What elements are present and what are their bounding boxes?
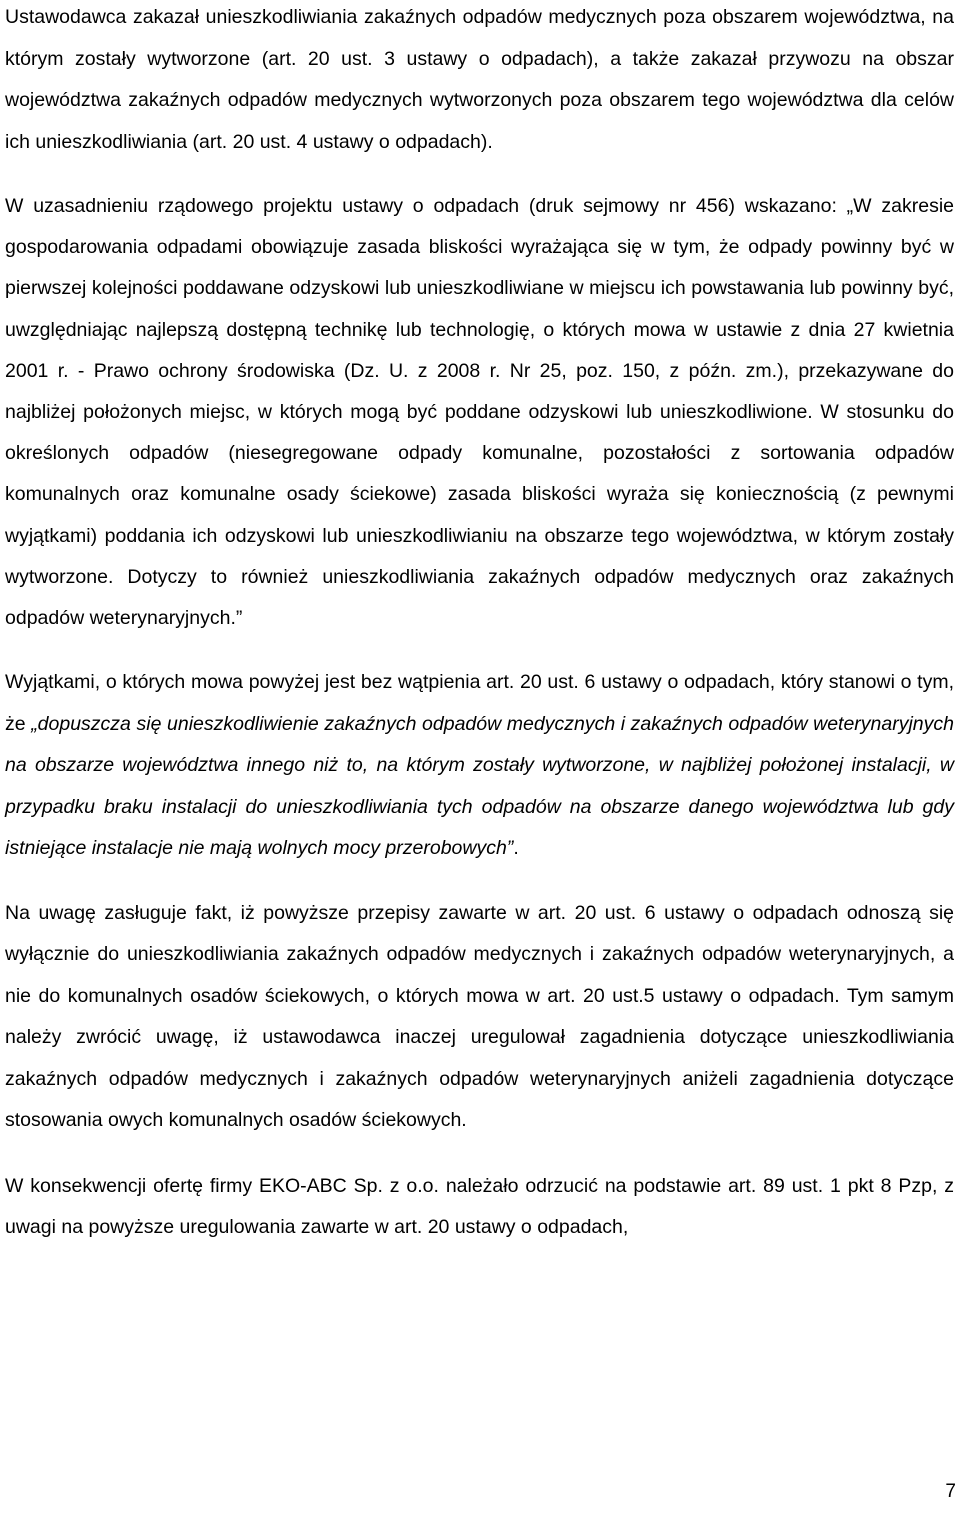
document-page xyxy=(5,0,954,1248)
paragraph-3-text: Wyjątkami, o których mowa powyżej jest bez wątpienia art. 20 ust. 6 ustawy o odpadach, który stanowi o tym, że xyxy=(5,671,954,735)
paragraph-3-quote: „dopuszcza się unieszkodliwienie zakaźnych odpadów medycznych i zakaźnych odpadów weterynaryjnych na obszarze województwa innego niż to, na którym zostały wytworzone, w najbliżej położonej instalacji, w przypadku braku instalacji do unieszkodliwiania tych odpadów na obszarze danego województwa lub gdy istniejące instalacje nie mają wolnych mocy przerobowych” xyxy=(5,712,954,860)
paragraph-3 xyxy=(5,662,954,870)
paragraph-5: W konsekwencji ofertę firmy EKO-ABC Sp. z o.o. należało odrzucić na podstawie art. 89 ust. 1 pkt 8 Pzp, z uwagi na powyższe uregulowania zawarte w art. 20 ustawy o odpadach, xyxy=(5,1174,954,1238)
paragraph-3-end: . xyxy=(513,837,519,860)
page-number: 7 xyxy=(945,1481,956,1502)
paragraph-2: W uzasadnieniu rządowego projektu ustawy o odpadach (druk sejmowy nr 456) wskazano: „W zakresie gospodarowania odpadami obowiązuje zasada bliskości wyrażająca się w tym, że odpady powinny być w pierwszej kolejności poddawane odzyskowi lub unieszkodliwiane w miejscu ich powstawania lub powinny być, uwzględniając najlepszą dostępną technikę lub technologię, o których mowa w ustawie z dnia 27 kwietnia 2001 r. - Prawo ochrony środowiska (Dz. U. z 2008 r. Nr 25, poz. 150, z późn. zm.), przekazywane do najbliżej położonych miejsc, w których mogą być poddane odzyskowi lub unieszkodliwione. W stosunku do określonych odpadów (niesegregowane odpady komunalne, pozostałości z sortowania odpadów komunalnych oraz komunalne osady ściekowe) zasada bliskości wyraża się koniecznością (z pewnymi wyjątkami) poddania ich odzyskowi lub unieszkodliwianiu na obszarze tego województwa, w którym zostały wytworzone. Dotyczy to również unieszkodliwiania zakaźnych odpadów medycznych oraz zakaźnych odpadów weterynaryjnych.” xyxy=(5,195,954,630)
paragraph-4: Na uwagę zasługuje fakt, iż powyższe przepisy zawarte w art. 20 ust. 6 ustawy o odpadach odnoszą się wyłącznie do unieszkodliwiania zakaźnych odpadów medycznych i zakaźnych odpadów weterynaryjnych, a nie do komunalnych osadów ściekowych, o których mowa w art. 20 ust.5 ustawy o odpadach. Tym samym należy zwrócić uwagę, iż ustawodawca inaczej uregulował zagadnienia dotyczące unieszkodliwiania zakaźnych odpadów medycznych i zakaźnych odpadów weterynaryjnych aniżeli zagadnienia dotyczące stosowania owych komunalnych osadów ściekowych. xyxy=(5,901,954,1132)
paragraph-1: Ustawodawca zakazał unieszkodliwiania zakaźnych odpadów medycznych poza obszarem województwa, na którym zostały wytworzone (art. 20 ust. 3 ustawy o odpadach), a także zakazał przywozu na obszar województwa zakaźnych odpadów medycznych wytworzonych poza obszarem tego województwa dla celów ich unieszkodliwiania (art. 20 ust. 4 ustawy o odpadach). xyxy=(5,6,954,153)
